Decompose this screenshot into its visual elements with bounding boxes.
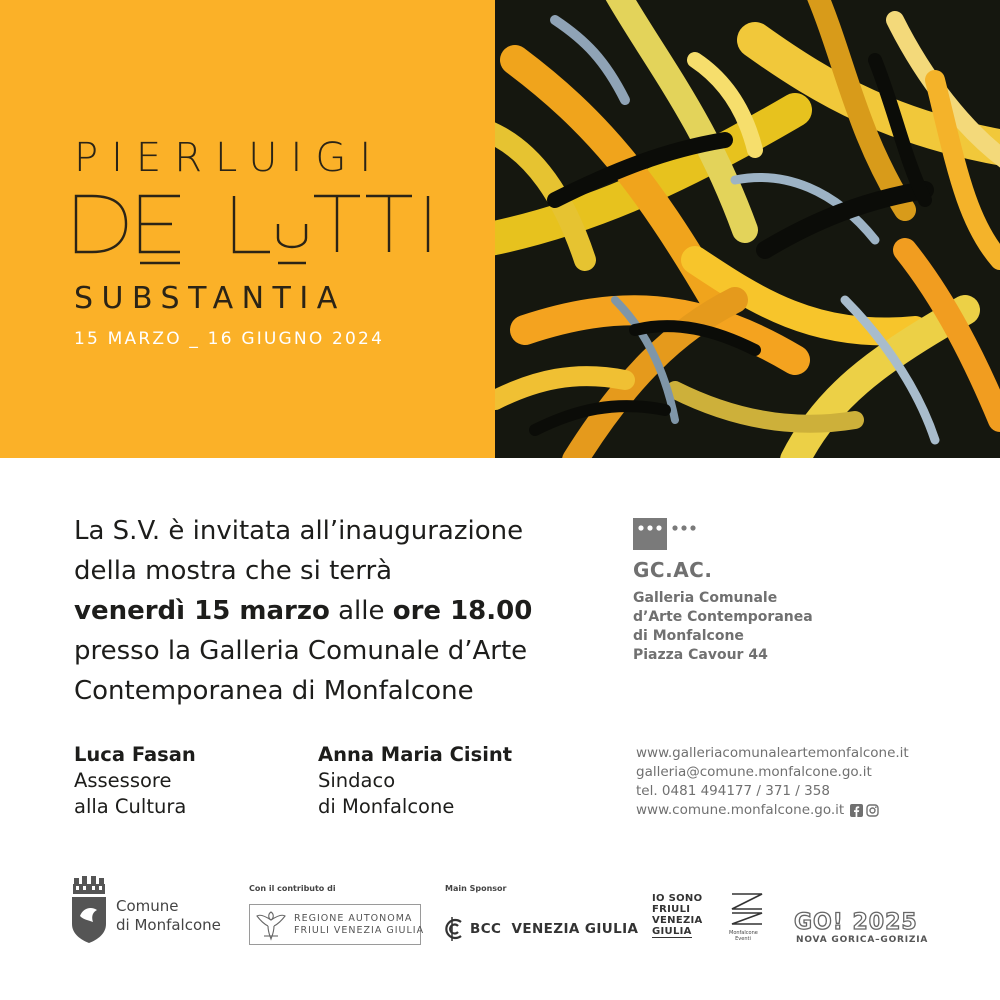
region-eagle-icon <box>256 908 286 941</box>
comune-site-row <box>636 801 909 820</box>
io-sono-fvg-logo <box>652 893 703 938</box>
person-assessore <box>74 742 196 820</box>
social-icons <box>850 804 879 817</box>
painting-image <box>495 0 1000 458</box>
sponsor-caption: Main Sponsor <box>445 884 507 893</box>
invitation-text <box>74 511 594 711</box>
comune-crest-icon <box>71 876 107 944</box>
io-sono-line: GIULIA <box>652 926 692 937</box>
invitation-datetime-line <box>74 591 594 631</box>
invitation-connector: alle <box>329 596 393 626</box>
region-name <box>294 913 424 937</box>
artist-first-name: PIERLUIGI <box>74 135 385 181</box>
region-logo <box>249 904 425 945</box>
gallery-line: d’Arte Contemporanea <box>633 609 813 625</box>
monfalcone-eventi-line: Monfalcone <box>729 930 758 936</box>
artist-last-name-svg <box>74 190 434 270</box>
gallery-line: di Monfalcone <box>633 628 744 644</box>
website-link[interactable]: www.galleriacomunaleartemonfalcone.it <box>636 745 909 761</box>
io-sono-line: IO SONO <box>652 893 703 904</box>
monfalcone-eventi-line: Eventi <box>735 936 751 942</box>
contributo-caption: Con il contributo di <box>249 884 336 893</box>
bcc-wordmark: BCC VENEZIA GIULIA <box>470 921 639 937</box>
comune-wordmark <box>116 897 221 935</box>
invitation-time: ore 18.00 <box>392 596 533 626</box>
region-line: REGIONE AUTONOMA <box>294 913 413 924</box>
instagram-icon[interactable] <box>866 804 879 817</box>
monfalcone-eventi-icon <box>729 891 765 927</box>
gcac-dots-icon <box>633 518 703 550</box>
comune-site-link[interactable]: www.comune.monfalcone.go.it <box>636 802 845 818</box>
region-line: FRIULI VENEZIA GIULIA <box>294 925 425 936</box>
person-name: Anna Maria Cisint <box>318 743 513 766</box>
person-role: Assessore <box>74 769 172 792</box>
invitation-line: presso la Galleria Comunale d’Arte <box>74 636 528 666</box>
gallery-line: Piazza Cavour 44 <box>633 647 768 663</box>
go2025-subtitle: NOVA GORICA–GORIZIA <box>796 935 929 945</box>
go2025-wordmark: GO! 2025 <box>794 910 918 935</box>
contacts-block <box>636 744 909 820</box>
gallery-acronym: GC.AC. <box>633 558 713 582</box>
person-role: Sindaco <box>318 769 396 792</box>
bcc-icon <box>444 917 466 941</box>
exhibition-dates: 15 MARZO _ 16 GIUGNO 2024 <box>74 329 385 349</box>
io-sono-line: VENEZIA <box>652 915 703 926</box>
person-role: alla Cultura <box>74 795 187 818</box>
phone-text: tel. 0481 494177 / 371 / 358 <box>636 783 830 799</box>
invitation-line: della mostra che si terrà <box>74 556 393 586</box>
gallery-line: Galleria Comunale <box>633 590 778 606</box>
io-sono-line: FRIULI <box>652 904 691 915</box>
comune-line: di Monfalcone <box>116 916 221 934</box>
person-sindaco <box>318 742 512 820</box>
gallery-address <box>633 589 813 665</box>
email-link[interactable]: galleria@comune.monfalcone.go.it <box>636 764 872 780</box>
painting-svg <box>495 0 1000 458</box>
monfalcone-eventi-caption <box>729 930 757 942</box>
exhibition-title: SUBSTANTIA <box>74 281 346 316</box>
invitation-line: Contemporanea di Monfalcone <box>74 676 474 706</box>
invitation-day: venerdì 15 marzo <box>74 596 330 626</box>
facebook-icon[interactable] <box>850 804 863 817</box>
person-name: Luca Fasan <box>74 743 196 766</box>
artist-last-name-wordmark <box>74 190 434 270</box>
person-role: di Monfalcone <box>318 795 455 818</box>
invitation-line: La S.V. è invitata all’inaugurazione <box>74 516 524 546</box>
comune-line: Comune <box>116 897 179 915</box>
